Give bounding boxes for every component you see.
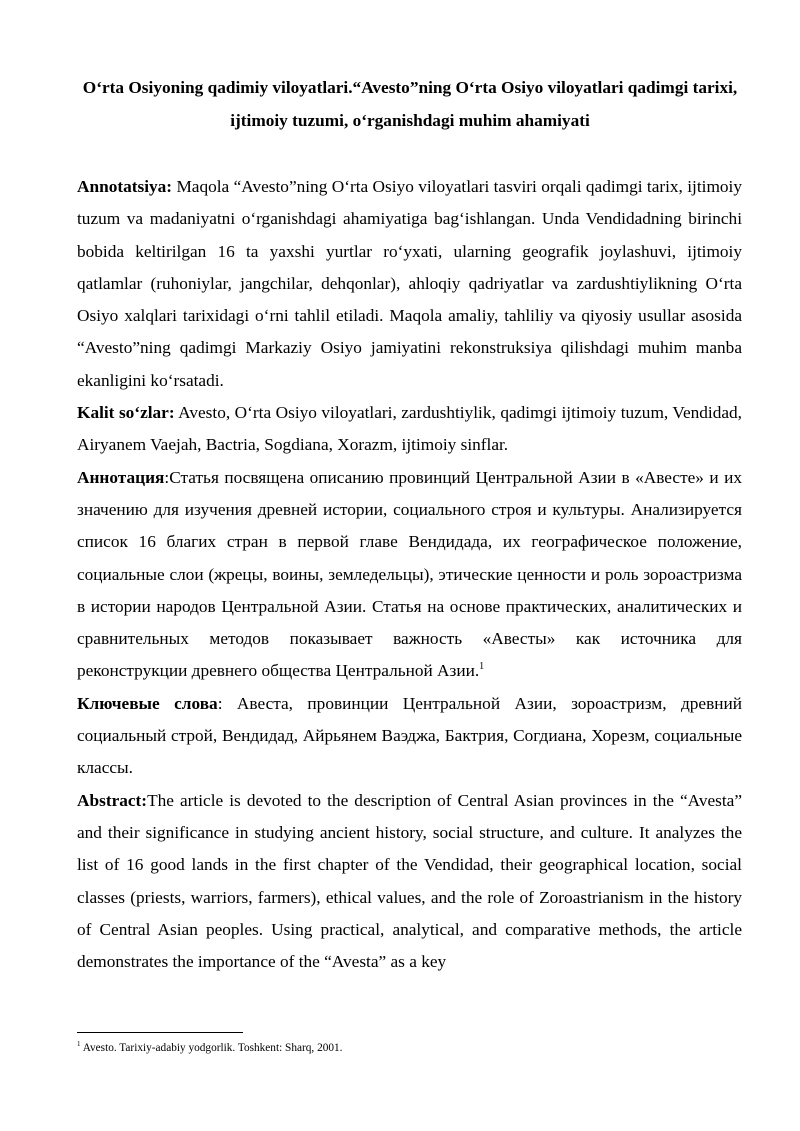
uz-keywords-label: Kalit so‘zlar:	[77, 403, 175, 423]
ru-keywords-label: Ключевые слова	[77, 693, 218, 713]
ru-annotation-text: :Статья посвящена описанию провинций Центральной Азии в «Авесте» и их значению для изучения древней истории, социального строя и культуры. Анализируется список 16 благих стран в первой главе Вендидада, их географическое положение, социальные слои (жрецы, воины, земледельцы), этические ценности и роль зороастризма в истории народов Центральной Азии. Статья на основе практических, аналитических и сравнительных методов показывает важность «Авесты» как источника для реконструкции древнего общества Центральной Азии.	[77, 467, 742, 681]
ru-annotation-paragraph	[77, 462, 742, 688]
uz-annotation-text: Maqola “Avesto”ning O‘rta Osiyo viloyatlari tasviri orqali qadimgi tarix, ijtimoiy tuzum va madaniyatni o‘rganishdagi ahamiyatiga bag‘ishlangan. Unda Vendidadning birinchi bobida keltirilgan 16 ta yaxshi yurtlar ro‘yxati, ularning geografik joylashuvi, ijtimoiy qatlamlar (ruhoniylar, jangchilar, dehqonlar), ahloqiy qadriyatlar va zardushtiylikning O‘rta Osiyo xalqlari tarixidagi o‘rni tahlil etiladi. Maqola amaliy, tahliliy va qiyosiy usullar asosida “Avesto”ning qadimgi Markaziy Osiyo jamiyatini rekonstruksiya qilishdagi muhim manba ekanligini ko‘rsatadi.	[77, 177, 742, 390]
footnote	[77, 1040, 742, 1056]
uz-annotation-paragraph	[77, 171, 742, 397]
footnote-reference[interactable]: 1	[479, 661, 485, 673]
en-abstract-paragraph	[77, 785, 742, 979]
ru-annotation-label: Аннотация	[77, 467, 165, 487]
uz-keywords-paragraph	[77, 397, 742, 462]
footnote-mark: 1	[77, 1040, 81, 1049]
en-abstract-text: The article is devoted to the description of Central Asian provinces in the “Avesta” and their significance in studying ancient history, social structure, and culture. It analyzes the list of 16 good lands in the first chapter of the Vendidad, their geographical location, social classes (priests, warriors, farmers), ethical values, and the role of Zoroastrianism in the history of Central Asian peoples. Using practical, analytical, and comparative methods, the article demonstrates the importance of the “Avesta” as a key	[77, 790, 742, 972]
ru-keywords-text: : Авеста, провинции Центральной Азии, зороастризм, древний социальный строй, Вендидад, Айрьянем Ваэджа, Бактрия, Согдиана, Хорезм, социальные классы.	[77, 693, 743, 778]
ru-keywords-paragraph	[77, 688, 742, 785]
footnote-divider	[77, 1032, 243, 1033]
uz-annotation-label: Annotatsiya:	[77, 177, 173, 196]
article-body	[77, 171, 742, 978]
article-title: O‘rta Osiyoning qadimiy viloyatlari.“Avesto”ning O‘rta Osiyo viloyatlari qadimgi tarixi, ijtimoiy tuzumi, o‘rganishdagi muhim ahamiyati	[82, 78, 738, 130]
footnote-text: Avesto. Tarixiy-adabiy yodgorlik. Toshkent: Sharq, 2001.	[80, 1042, 343, 1054]
en-abstract-label: Abstract:	[77, 790, 148, 810]
uz-keywords-text: Avesto, O‘rta Osiyo viloyatlari, zardushtiylik, qadimgi ijtimoiy tuzum, Vendidad, Airyanem Vaejah, Bactria, Sogdiana, Xorazm, ijtimoiy sinflar.	[77, 403, 742, 455]
